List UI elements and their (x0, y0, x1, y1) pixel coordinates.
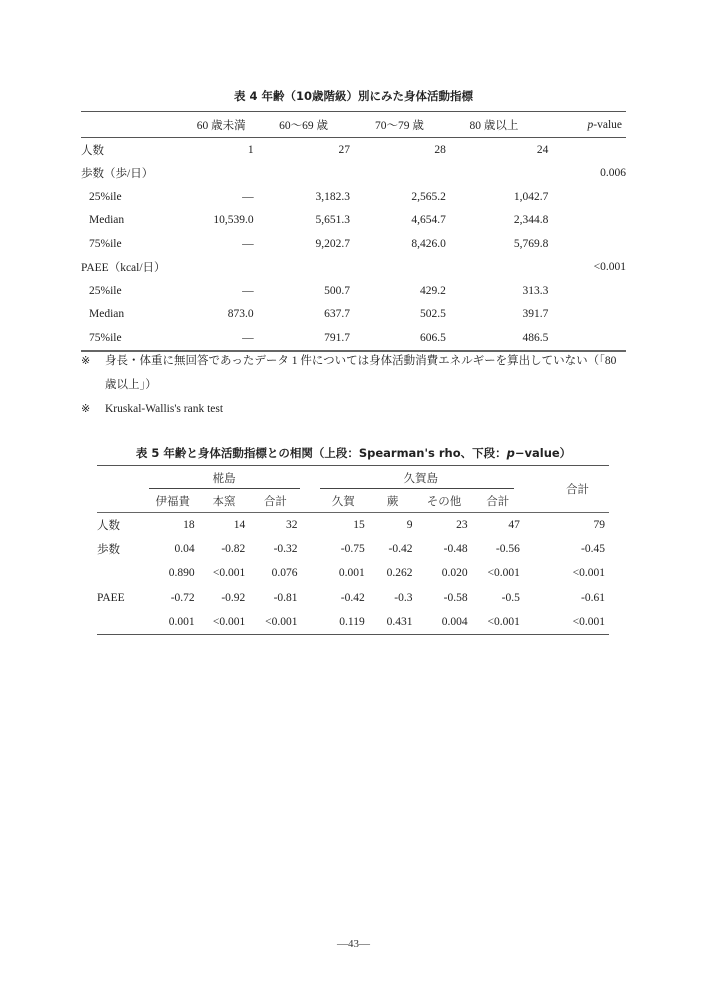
row-label: Median (89, 214, 125, 227)
cell-value: -0.5 (501, 591, 520, 604)
table4-header-col: 80 歳以上 (469, 119, 519, 132)
gap (302, 466, 318, 513)
cell-value: — (242, 284, 254, 297)
note-mark: ※ (81, 402, 91, 415)
cell-value: 1,042.7 (513, 190, 549, 203)
row-label (97, 561, 147, 585)
note (81, 397, 626, 421)
cell-value: 0.04 (174, 543, 195, 556)
cell-value: 47 (508, 519, 520, 532)
note-text: 身長・体重に無回答であったデータ 1 件については身体活動消費エネルギーを算出していない（「80 歳以上」） (105, 355, 617, 391)
cell-value: -0.42 (388, 543, 413, 556)
cell-pvalue (548, 185, 626, 209)
row-label: 歩数（歩/日） (81, 168, 154, 181)
cell-value (254, 162, 350, 186)
cell-value: -0.81 (273, 591, 298, 604)
table4-header-pvalue (548, 112, 626, 138)
cell-value: 32 (286, 519, 298, 532)
gap (302, 561, 318, 585)
row-label: PAEE (97, 591, 125, 604)
cell-value: 606.5 (419, 331, 446, 344)
table4-row (81, 326, 626, 351)
cell-pvalue (548, 279, 626, 303)
cell-value: <0.001 (212, 567, 246, 580)
cell-value: 3,182.3 (315, 190, 351, 203)
table4-row (81, 185, 626, 209)
cell-value: 0.001 (168, 615, 195, 628)
table5-header-blank (97, 466, 147, 513)
row-label: 人数 (97, 520, 120, 533)
page-number: —43— (337, 938, 370, 950)
cell-value: 313.3 (522, 284, 549, 297)
cell-value: 8,426.0 (411, 237, 446, 250)
row-label: 25%ile (89, 284, 122, 297)
table4-row (81, 138, 626, 162)
table4-row (81, 209, 626, 233)
cell-pvalue: 0.006 (600, 167, 626, 180)
cell-value: 0.020 (441, 567, 468, 580)
caption-italic-p: p (506, 446, 515, 460)
cell-value: 2,344.8 (513, 214, 549, 227)
group-name: 久賀島 (403, 472, 439, 485)
cell-value: <0.001 (572, 615, 605, 628)
table4-row (81, 232, 626, 256)
table4-header-col: 70～79 歳 (374, 119, 424, 132)
table4-header-blank (81, 112, 177, 138)
sub-header: 本窯 (212, 495, 236, 508)
sub-header: 合計 (263, 495, 287, 508)
cell-value (446, 162, 549, 186)
row-label: PAEE（kcal/日） (81, 262, 166, 275)
cell-value: 4,654.7 (411, 214, 446, 227)
table4-header-row (81, 112, 626, 138)
cell-value: 27 (338, 143, 351, 156)
table5-row (97, 561, 609, 585)
cell-value: <0.001 (212, 615, 246, 628)
cell-pvalue (548, 138, 626, 162)
table5-row (97, 586, 609, 610)
table4-notes (81, 349, 626, 421)
cell-value: 0.004 (441, 615, 468, 628)
cell-pvalue: <0.001 (593, 261, 626, 274)
gap (302, 586, 318, 610)
table4-row (81, 303, 626, 327)
cell-value: -0.72 (170, 591, 195, 604)
sub-header: 伊福貴 (155, 495, 190, 508)
cell-value: 0.262 (386, 567, 413, 580)
table5-row (97, 537, 609, 561)
cell-value: -0.48 (443, 543, 468, 556)
cell-value: 502.5 (419, 308, 446, 321)
cell-pvalue (548, 326, 626, 351)
table5-caption (0, 445, 707, 461)
table4-row (81, 256, 626, 280)
cell-value: 14 (233, 519, 246, 532)
cell-value: -0.3 (394, 591, 413, 604)
caption-post: −value） (514, 446, 572, 460)
cell-value: 500.7 (324, 284, 351, 297)
pvalue-italic-p: p (587, 118, 594, 131)
cell-value: -0.61 (581, 591, 605, 604)
cell-value: 0.076 (271, 567, 298, 580)
gap (302, 610, 318, 635)
cell-value: 9 (406, 519, 413, 532)
cell-value: 0.119 (339, 615, 365, 628)
cell-value: -0.56 (495, 543, 520, 556)
cell-value: — (242, 331, 254, 344)
total-header: 合計 (566, 484, 589, 496)
cell-pvalue (548, 209, 626, 233)
cell-value: -0.58 (443, 591, 468, 604)
cell-value: 10,539.0 (213, 214, 254, 227)
cell-value: -0.32 (273, 543, 298, 556)
cell-value: 0.890 (168, 567, 195, 580)
group-name: 椛島 (212, 472, 236, 485)
cell-value: 791.7 (324, 331, 351, 344)
table4 (81, 111, 626, 352)
row-label: 歩数 (97, 544, 120, 557)
row-label: 25%ile (89, 190, 122, 203)
cell-value: 0.001 (338, 567, 365, 580)
cell-value (177, 162, 254, 186)
gap (302, 537, 318, 561)
cell-value: -0.75 (340, 543, 365, 556)
row-label: 75%ile (89, 331, 122, 344)
table5-row (97, 513, 609, 538)
cell-pvalue (548, 232, 626, 256)
caption-pre: 表 5 年齢と身体活動指標との相関（上段：Spearman's rho、下段： (135, 446, 507, 460)
cell-value: 429.2 (419, 284, 446, 297)
pvalue-rest: -value (593, 118, 622, 131)
cell-value: 391.7 (522, 308, 549, 321)
cell-value: 2,565.2 (411, 190, 446, 203)
table4-row (81, 279, 626, 303)
row-label: Median (89, 308, 125, 321)
row-label: 人数 (81, 144, 104, 157)
group-header-hisakajima (318, 466, 524, 490)
cell-value (350, 162, 446, 186)
row-label: 75%ile (89, 237, 122, 250)
cell-value: 23 (456, 519, 468, 532)
table5-group-row (97, 466, 609, 490)
note-text: Kruskal-Wallis's rank test (105, 403, 224, 415)
cell-pvalue (548, 303, 626, 327)
cell-value: 873.0 (227, 308, 254, 321)
cell-value: 5,651.3 (315, 214, 351, 227)
cell-value: <0.001 (487, 615, 520, 628)
cell-value: 18 (183, 519, 195, 532)
cell-value (350, 256, 446, 280)
cell-value (177, 256, 254, 280)
cell-value: 637.7 (324, 308, 351, 321)
cell-value: <0.001 (265, 615, 298, 628)
sub-header: その他 (426, 495, 462, 508)
cell-value: <0.001 (487, 567, 520, 580)
cell-value: -0.45 (581, 543, 605, 556)
cell-value: 5,769.8 (513, 237, 549, 250)
cell-value: -0.92 (221, 591, 246, 604)
note (81, 349, 626, 397)
row-label (97, 610, 147, 635)
cell-value: 0.431 (386, 615, 413, 628)
table4-row (81, 162, 626, 186)
cell-value (446, 256, 549, 280)
cell-value: -0.82 (221, 543, 246, 556)
cell-value (254, 256, 350, 280)
cell-value: — (242, 190, 254, 203)
note-mark: ※ (81, 354, 91, 367)
group-header-kabashima (147, 466, 302, 490)
cell-value: -0.42 (340, 591, 365, 604)
gap (302, 513, 318, 538)
group-underline (149, 488, 300, 489)
cell-value: 79 (593, 519, 605, 532)
sub-header: 合計 (486, 495, 510, 508)
table5 (97, 465, 609, 635)
cell-value: 15 (353, 519, 365, 532)
table4-caption: 表 4 年齢（10歳階級）別にみた身体活動指標 (233, 89, 473, 103)
sub-header: 蕨 (386, 495, 399, 508)
cell-value: <0.001 (572, 567, 605, 580)
cell-value: 9,202.7 (315, 237, 351, 250)
table4-header-col: 60～69 歳 (279, 119, 329, 132)
cell-value: — (242, 237, 254, 250)
sub-header: 久賀 (331, 495, 355, 508)
table4-header-col: 60 歳未満 (196, 119, 246, 132)
group-underline (320, 488, 514, 489)
cell-value: 1 (247, 143, 254, 156)
table5-row (97, 610, 609, 635)
cell-value: 486.5 (522, 331, 549, 344)
cell-value: 28 (434, 143, 446, 156)
cell-value: 24 (536, 143, 549, 156)
